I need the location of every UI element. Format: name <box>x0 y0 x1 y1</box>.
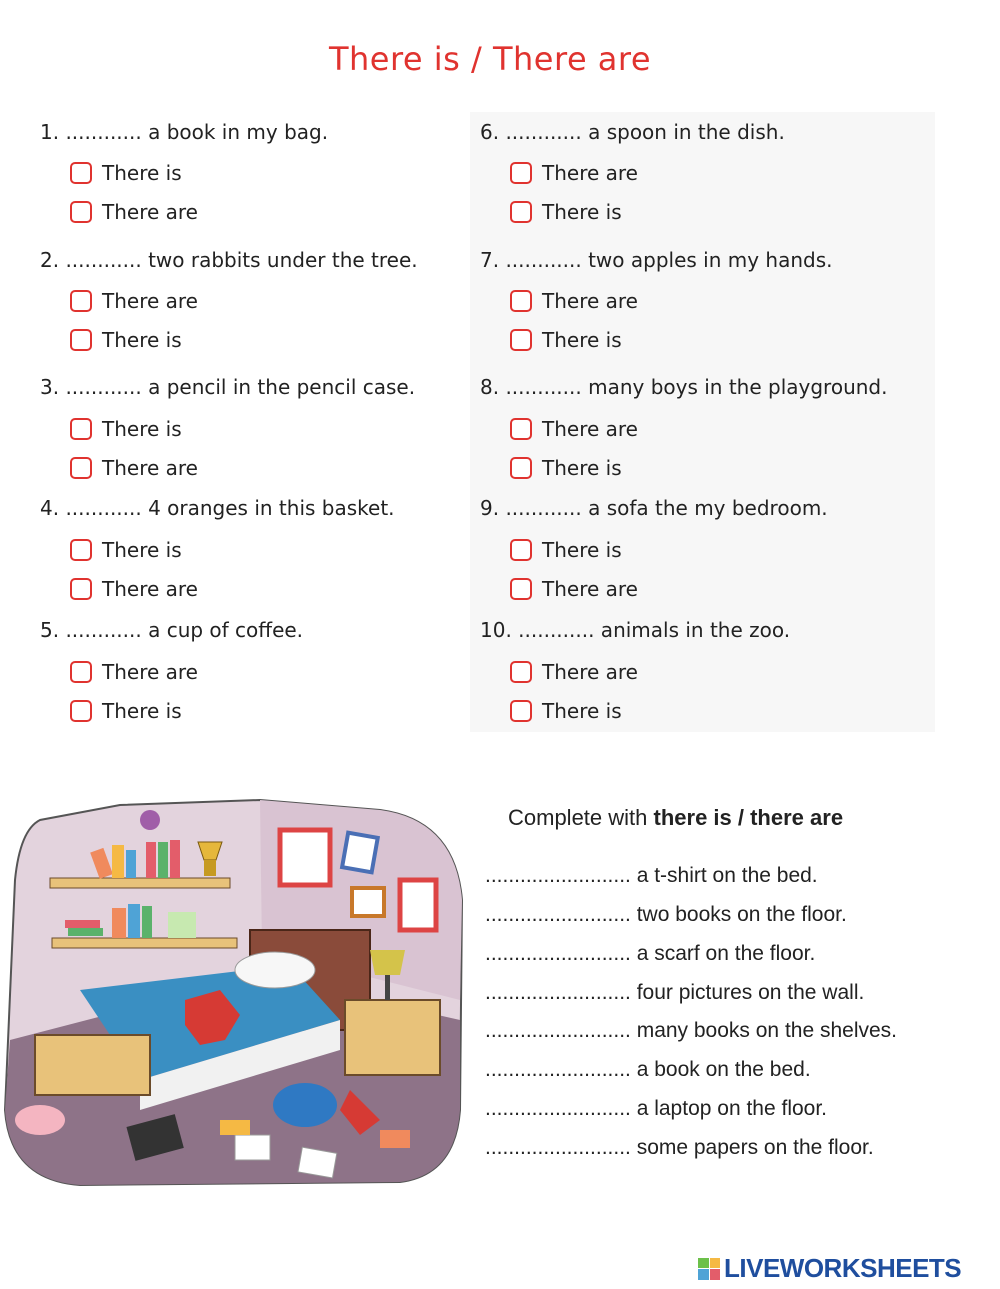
checkbox[interactable] <box>70 457 92 479</box>
fill-line-8: ......................... some papers on the floor. <box>485 1136 874 1159</box>
question-2: 2. ............ two rabbits under the tree. <box>40 248 418 272</box>
fill-line-5: ......................... many books on the shelves. <box>485 1019 898 1042</box>
checkbox[interactable] <box>510 457 532 479</box>
checkbox[interactable] <box>70 201 92 223</box>
section-heading: Complete with there is / there are <box>508 805 844 830</box>
option-9b[interactable]: There are <box>510 575 638 603</box>
checkbox[interactable] <box>510 700 532 722</box>
option-7a[interactable]: There are <box>510 287 638 315</box>
option-6b[interactable]: There is <box>510 198 622 226</box>
question-3: 3. ............ a pencil in the pencil case. <box>40 375 416 399</box>
checkbox[interactable] <box>510 290 532 312</box>
fill-line-1: ......................... a t-shirt on the bed. <box>485 864 818 887</box>
option-6a[interactable]: There are <box>510 159 638 187</box>
liveworksheets-logo: LIVEWORKSHEETS <box>698 1253 961 1284</box>
option-8a[interactable]: There are <box>510 415 638 443</box>
option-10a[interactable]: There are <box>510 658 638 686</box>
checkbox[interactable] <box>510 162 532 184</box>
brand-mark-icon <box>698 1258 720 1280</box>
option-9a[interactable]: There is <box>510 536 622 564</box>
bedroom-image <box>0 790 470 1190</box>
questions-right-column <box>470 112 935 732</box>
checkbox[interactable] <box>510 329 532 351</box>
checkbox[interactable] <box>70 418 92 440</box>
option-2a[interactable]: There are <box>70 287 198 315</box>
option-5b[interactable]: There is <box>70 697 182 725</box>
option-5a[interactable]: There are <box>70 658 198 686</box>
checkbox[interactable] <box>70 700 92 722</box>
checkbox[interactable] <box>70 162 92 184</box>
option-3a[interactable]: There is <box>70 415 182 443</box>
option-4a[interactable]: There is <box>70 536 182 564</box>
question-9: 9. ............ a sofa the my bedroom. <box>480 496 828 520</box>
option-7b[interactable]: There is <box>510 326 622 354</box>
checkbox[interactable] <box>70 329 92 351</box>
fill-line-3: ......................... a scarf on the floor. <box>485 942 816 965</box>
checkbox[interactable] <box>510 201 532 223</box>
option-10b[interactable]: There is <box>510 697 622 725</box>
question-5: 5. ............ a cup of coffee. <box>40 618 304 642</box>
option-2b[interactable]: There is <box>70 326 182 354</box>
option-8b[interactable]: There is <box>510 454 622 482</box>
question-1: 1. ............ a book in my bag. <box>40 120 329 144</box>
option-4b[interactable]: There are <box>70 575 198 603</box>
fill-line-7: ......................... a laptop on the floor. <box>485 1097 828 1120</box>
question-10: 10. ............ animals in the zoo. <box>480 618 791 642</box>
fill-line-4: ......................... four pictures on the wall. <box>485 981 865 1004</box>
option-3b[interactable]: There are <box>70 454 198 482</box>
question-4: 4. ............ 4 oranges in this basket. <box>40 496 395 520</box>
checkbox[interactable] <box>70 290 92 312</box>
checkbox[interactable] <box>70 578 92 600</box>
checkbox[interactable] <box>510 418 532 440</box>
checkbox[interactable] <box>510 578 532 600</box>
checkbox[interactable] <box>70 661 92 683</box>
question-6: 6. ............ a spoon in the dish. <box>480 120 785 144</box>
checkbox[interactable] <box>510 539 532 561</box>
fill-line-2: ......................... two books on the floor. <box>485 903 847 926</box>
question-7: 7. ............ two apples in my hands. <box>480 248 833 272</box>
option-1a[interactable]: There is <box>70 159 182 187</box>
checkbox[interactable] <box>70 539 92 561</box>
option-1b[interactable]: There are <box>70 198 198 226</box>
question-8: 8. ............ many boys in the playground. <box>480 375 888 399</box>
worksheet-title: There is / There are <box>328 40 652 78</box>
fill-line-6: ......................... a book on the bed. <box>485 1058 811 1081</box>
messy-bedroom-illustration <box>0 790 470 1190</box>
checkbox[interactable] <box>510 661 532 683</box>
